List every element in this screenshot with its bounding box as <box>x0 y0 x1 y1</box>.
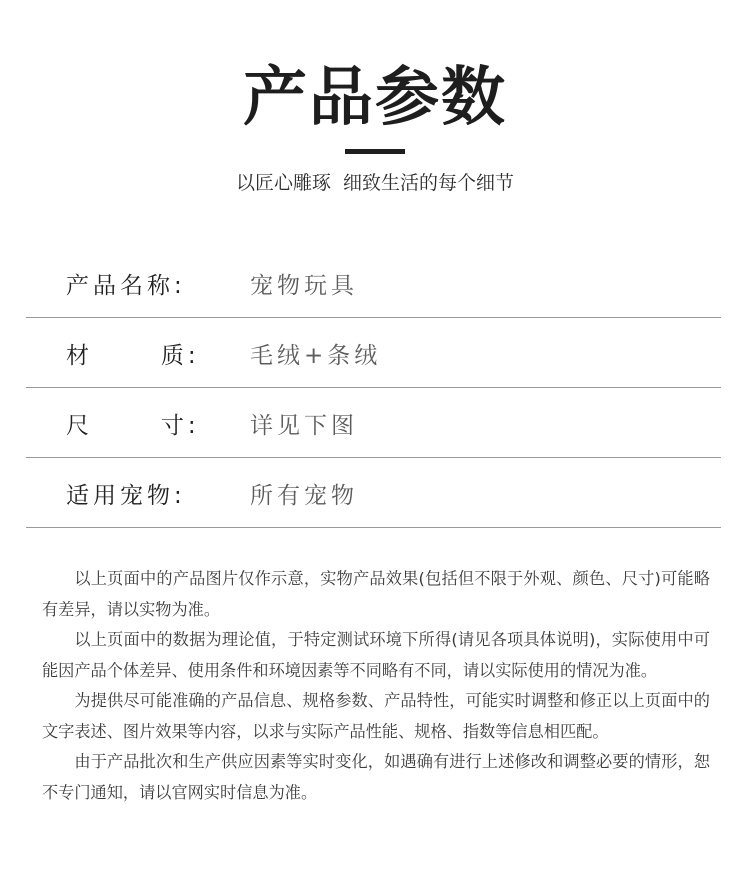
spec-label: 尺 寸: <box>66 413 200 439</box>
spec-row-product-name <box>26 248 721 318</box>
disclaimer-paragraph: 以上页面中的产品图片仅作示意，实物产品效果(包括但不限于外观、颜色、尺寸)可能略有差异，请以实物为准。 <box>42 569 710 619</box>
disclaimer-paragraph: 由于产品批次和生产供应因素等实时变化，如遇确有进行上述修改和调整必要的情形，恕不专门通知，请以官网实时信息为准。 <box>42 752 710 802</box>
disclaimer-paragraph: 为提供尽可能准确的产品信息、规格参数、产品特性，可能实时调整和修正以上页面中的文字表述、图片效果等内容，以求与实际产品性能、规格、指数等信息相匹配。 <box>42 691 710 741</box>
spec-label: 材 质: <box>66 343 200 369</box>
disclaimer-paragraph: 以上页面中的数据为理论值，于特定测试环境下所得(请见各项具体说明)，实际使用中可能因产品个体差异、使用条件和环境因素等不同略有不同，请以实际使用的情况为准。 <box>42 630 710 680</box>
spec-label: 适用宠物: <box>66 483 186 509</box>
spec-row-size <box>26 388 721 458</box>
page-title: 产品参数 <box>243 61 507 135</box>
spec-value: 所有宠物 <box>250 483 358 509</box>
title-divider <box>345 149 405 154</box>
page-subtitle: 以匠心雕琢 细致生活的每个细节 <box>235 172 515 194</box>
spec-table <box>26 248 721 528</box>
spec-value: 详见下图 <box>250 413 358 439</box>
spec-row-suitable-pets <box>26 458 721 528</box>
spec-label: 产品名称: <box>66 273 186 299</box>
spec-value: 毛绒+条绒 <box>250 343 382 369</box>
spec-value: 宠物玩具 <box>250 273 358 299</box>
disclaimer-text <box>42 564 710 808</box>
spec-row-material <box>26 318 721 388</box>
